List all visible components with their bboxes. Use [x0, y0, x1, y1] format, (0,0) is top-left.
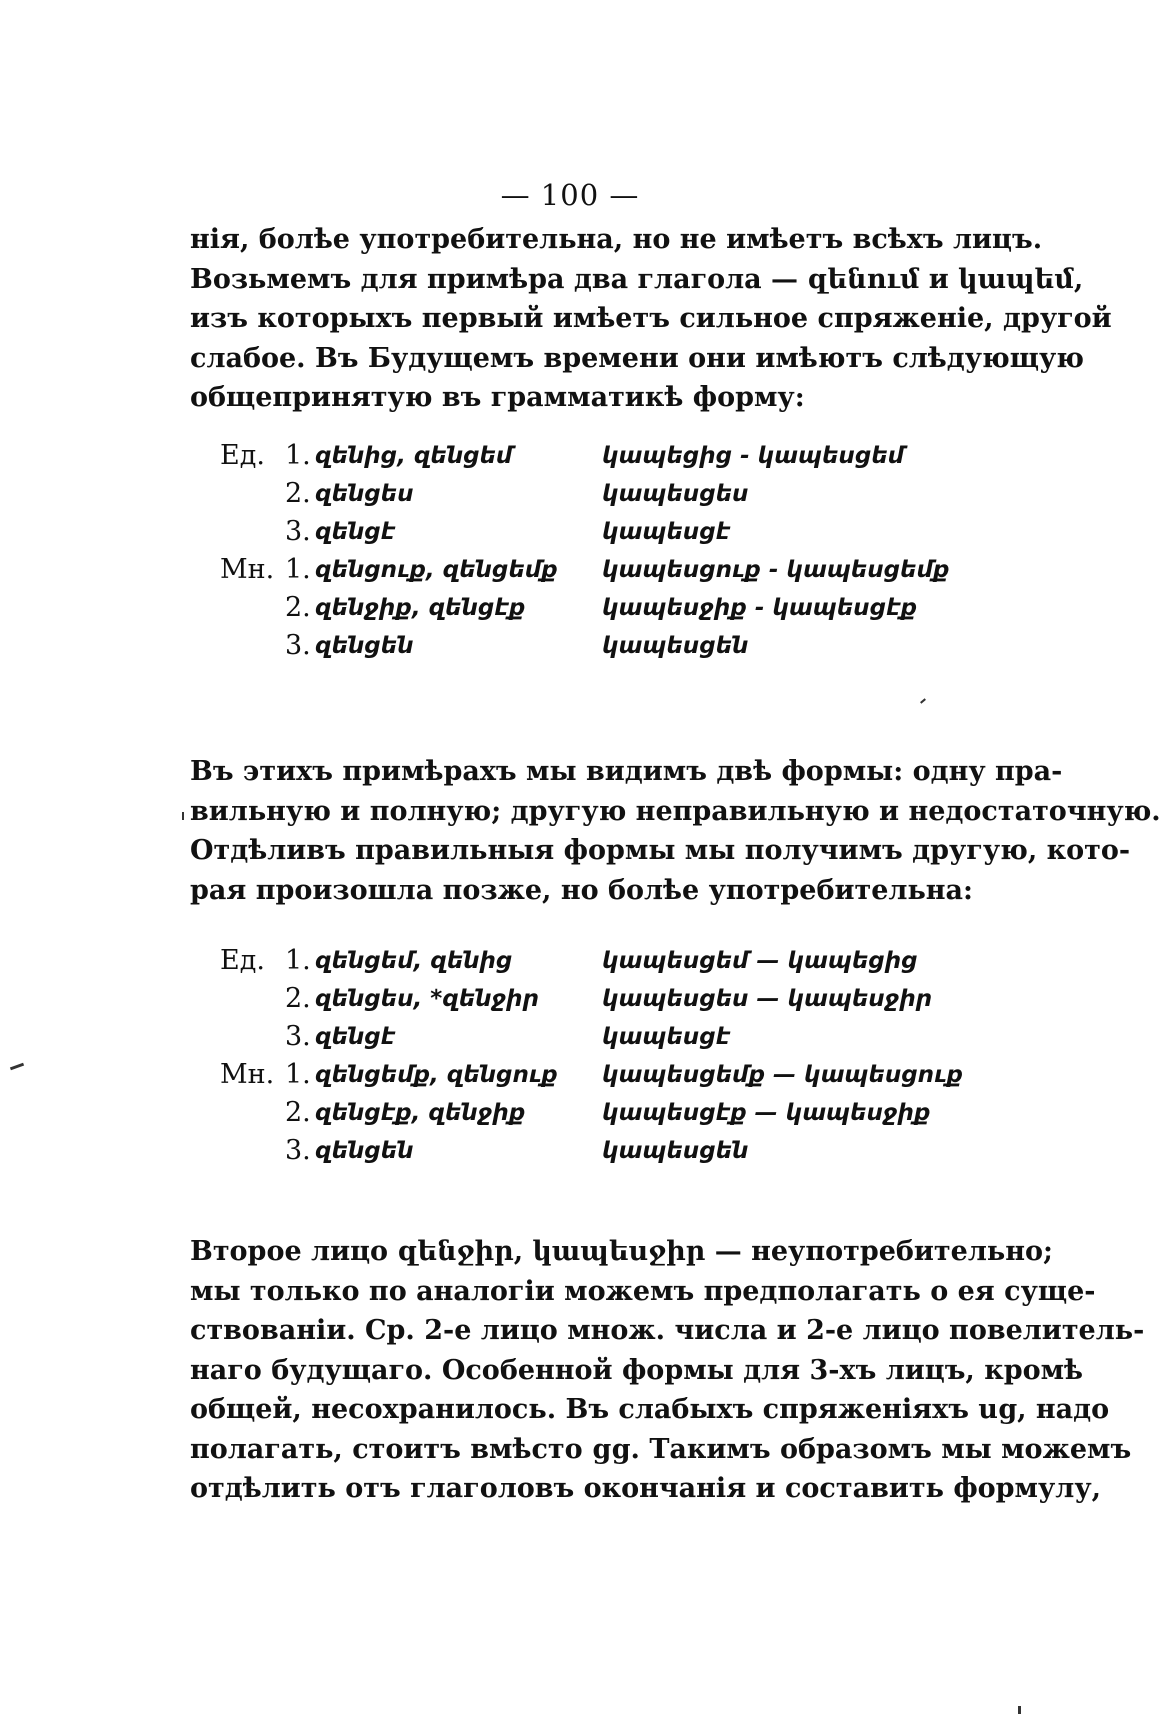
row-label: Мн. — [220, 554, 275, 585]
text-line: ствованіи. Ср. 2-е лицо множ. числа и 2-е лицо повелитель- — [190, 1315, 1145, 1346]
form-weak: կապեսցես — կապեսջիր — [602, 986, 933, 1012]
form-weak: կապեսցէ — [602, 519, 731, 545]
row-number: 3. — [285, 1021, 311, 1052]
row-number: 3. — [285, 516, 311, 547]
form-weak: կապեսցեմք — կապեսցուք — [602, 1062, 963, 1088]
text-line: рая произошла позже, но болѣе употребительна: — [190, 874, 973, 906]
form-strong: զենից, զենցեմ — [315, 443, 513, 469]
text-line: наго будущаго. Особенной формы для 3-хъ лицъ, кромѣ — [190, 1354, 1084, 1386]
text-line: общей, несохранилось. Въ слабыхъ спряженіяхъ սց, надо — [190, 1394, 1110, 1425]
form-strong: զենցուք, զենցեմք — [315, 557, 558, 583]
text-line: слабое. Въ Будущемъ времени они имѣютъ слѣдующую — [190, 342, 1084, 374]
row-number: 2. — [285, 983, 311, 1014]
table-row — [190, 516, 950, 554]
ink-speck — [920, 698, 926, 703]
row-number: 2. — [285, 478, 311, 509]
form-strong: զենցէ — [315, 519, 396, 545]
row-label: Мн. — [220, 1059, 275, 1090]
table-row — [190, 945, 950, 983]
text-line: Возьмемъ для примѣра два глагола — զենում и կապեմ, — [190, 263, 1084, 295]
text-line: нія, болѣе употребительна, но не имѣетъ всѣхъ лицъ. — [190, 224, 1043, 255]
text-line: Въ этихъ примѣрахъ мы видимъ двѣ формы: одну пра- — [190, 756, 1063, 787]
text-line: полагать, стоитъ вмѣсто ցց. Такимъ образомъ мы можемъ — [190, 1433, 1132, 1465]
table-row — [190, 554, 950, 592]
table-row — [190, 983, 950, 1021]
row-number: 3. — [285, 1135, 311, 1166]
form-strong: զենցեմ, զենից — [315, 948, 513, 974]
form-strong: զենցես — [315, 481, 414, 507]
table-row — [190, 1097, 950, 1135]
row-number: 2. — [285, 1097, 311, 1128]
ink-speck — [10, 1063, 24, 1071]
table-row — [190, 592, 950, 630]
conjugation-table-1 — [190, 440, 950, 668]
text-line: мы только по аналогіи можемъ предполагать о ея суще- — [190, 1275, 1096, 1307]
row-label: Ед. — [220, 945, 265, 976]
form-weak: կապեսցէք — կապեսջիք — [602, 1100, 931, 1126]
form-strong: զենջիք, զենցէք — [315, 595, 526, 621]
row-number: 3. — [285, 630, 311, 661]
form-weak: կապեսցուք - կապեսցեմք — [602, 557, 950, 583]
ink-speck — [1018, 1706, 1021, 1714]
form-weak: կապեսցես — [602, 481, 749, 507]
form-weak: կապեսցեմ — կապեցից — [602, 948, 918, 974]
paragraph-1 — [190, 220, 1112, 418]
text-line: отдѣлить отъ глаголовъ окончанія и составить формулу, — [190, 1473, 1102, 1504]
paragraph-2 — [190, 752, 1161, 910]
form-weak: կապեսցէ — [602, 1024, 731, 1050]
row-number: 1. — [285, 554, 311, 585]
form-weak: կապեսցեն — [602, 633, 749, 659]
table-row — [190, 478, 950, 516]
table-row — [190, 1135, 950, 1173]
table-row — [190, 1059, 963, 1097]
form-strong: զենցես, *զենջիր — [315, 986, 540, 1012]
form-strong: զենցէ — [315, 1024, 396, 1050]
row-label: Ед. — [220, 440, 265, 471]
text-line: общепринятую въ грамматикѣ форму: — [190, 382, 805, 413]
text-line: изъ которыхъ первый имѣетъ сильное спряженіе, другой — [190, 303, 1112, 334]
row-number: 2. — [285, 592, 311, 623]
form-weak: կապեսցեն — [602, 1138, 749, 1164]
conjugation-table-2 — [190, 945, 963, 1173]
ink-speck — [182, 812, 184, 820]
row-number: 1. — [285, 440, 311, 471]
table-row — [190, 440, 950, 478]
page-number: — 100 — — [500, 178, 640, 212]
row-number: 1. — [285, 1059, 311, 1090]
form-weak: կապեսջիք - կապեսցէք — [602, 595, 918, 621]
table-row — [190, 1021, 950, 1059]
row-number: 1. — [285, 945, 311, 976]
form-strong: զենցեն — [315, 1138, 414, 1164]
form-strong: զենցէք, զենջիք — [315, 1100, 526, 1126]
paragraph-3 — [190, 1232, 1145, 1509]
form-weak: կապեցից - կապեսցեմ — [602, 443, 905, 469]
text-line: Второе лицо զենջիր, կապեսջիր — неупотребительно; — [190, 1236, 1053, 1267]
table-row — [190, 630, 950, 668]
text-line: Отдѣливъ правильныя формы мы получимъ другую, кото- — [190, 835, 1131, 866]
form-strong: զենցեմք, զենցուք — [315, 1062, 558, 1088]
form-strong: զենցեն — [315, 633, 414, 659]
text-line: вильную и полную; другую неправильную и недостаточную. — [190, 795, 1161, 827]
